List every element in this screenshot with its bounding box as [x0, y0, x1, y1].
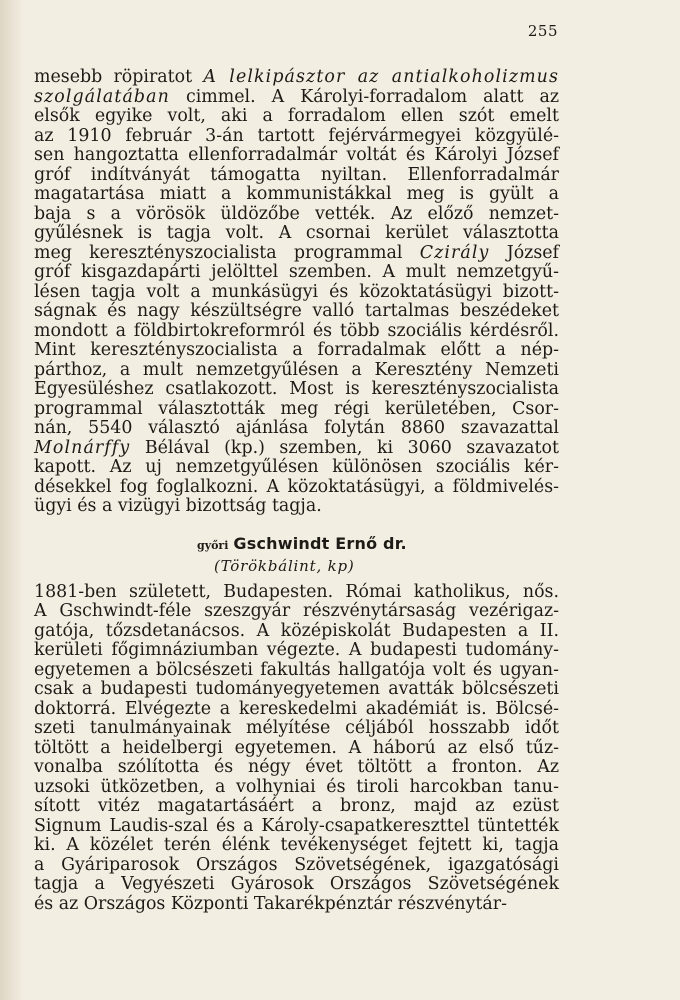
text-line	[34, 341, 559, 361]
text-segment: gatója, tőzsdetanácsos. A középiskolát Budapesten a II.	[34, 620, 559, 641]
text-line	[34, 88, 559, 108]
italic-name: Molnárffy	[34, 437, 131, 458]
text-segment: párthoz, a mult nemzetgyűlésen a Keresztény Nemzeti	[34, 359, 559, 380]
text-line	[34, 836, 559, 856]
entry-subheading	[34, 557, 559, 578]
text-line	[34, 739, 559, 759]
text-line	[34, 478, 559, 498]
text-segment: egyetemen a bölcsészeti fakultás hallgatója volt és ugyan-	[34, 659, 559, 680]
text-line	[34, 856, 559, 876]
text-line	[34, 302, 559, 322]
text-line	[34, 400, 559, 420]
biography-gschwindt	[34, 583, 559, 915]
heading-name: Gschwindt Ernő dr.	[233, 533, 407, 553]
text-line	[34, 146, 559, 166]
italic-name: szolgálatában	[34, 86, 170, 107]
text-line	[34, 641, 559, 661]
text-line	[34, 439, 559, 459]
text-line	[34, 680, 559, 700]
text-line	[34, 419, 559, 439]
italic-name: Czirály	[419, 242, 490, 263]
text-segment: mondott a földbirtokreformról és több szociális kérdésről.	[34, 320, 559, 341]
text-segment: kerületi főgimnáziumban végezte. A budapesti tudomány-	[34, 640, 559, 660]
text-segment: tagja a Vegyészeti Gyárosok Országos Szövetségének	[34, 874, 559, 894]
text-line	[34, 700, 559, 720]
page-number: 255	[527, 22, 558, 40]
text-line	[34, 185, 559, 205]
text-line	[34, 107, 559, 127]
text-line	[34, 68, 559, 88]
text-line	[34, 244, 559, 264]
text-segment: Bélával (kp.) szemben, ki 3060 szavazatot	[130, 437, 559, 458]
text-segment: és az Országos Központi Takarékpénztár részvénytár-	[34, 893, 507, 914]
page-body	[34, 68, 559, 914]
text-line	[34, 458, 559, 478]
text-line	[34, 205, 559, 225]
binding-shadow	[0, 0, 24, 1000]
text-segment: ügyi és a vizügyi bizottság tagja.	[34, 496, 322, 516]
text-segment: Signum Laudis-szal és a Károly-csapatkereszttel tüntették	[34, 815, 559, 836]
text-line	[34, 361, 559, 381]
text-segment: az 1910 február 3-án tartott fejérvármegyei közgyülé-	[34, 125, 559, 146]
text-line	[34, 778, 559, 798]
text-segment: gróf indítványát támogatta nyiltan. Ellenforradalmár	[34, 164, 559, 185]
text-line	[34, 224, 559, 244]
text-segment: elsők egyike volt, aki a forradalom ellen szót emelt	[34, 106, 559, 126]
text-line	[34, 166, 559, 186]
text-segment: Egyesüléshez csatlakozott. Most is keresztényszocialista	[34, 379, 559, 399]
text-segment: szeti tanulmányainak mélyítése céljából hosszabb időt	[34, 718, 559, 738]
text-segment: ságnak és nagy készültségre valló tartalmas beszédeket	[34, 301, 559, 321]
text-line	[34, 661, 559, 681]
text-segment: gróf kisgazdapárti jelölttel szemben. A mult nemzetgyű-	[34, 262, 559, 282]
text-segment: sított vitéz magatartásáért a bronz, majd az ezüst	[34, 796, 559, 816]
text-segment: uzsoki ütközetben, a volhyniai és tiroli harcokban tanu-	[34, 776, 559, 797]
text-segment: lésen tagja volt a munkásügyi és közoktatásügyi bizott-	[34, 281, 559, 302]
text-line	[34, 583, 559, 603]
text-segment: sen hangoztatta ellenforradalmár voltát és Károlyi József	[34, 145, 559, 165]
text-line	[34, 895, 559, 915]
text-segment: nán, 5540 választó ajánlása folytán 8860 szavazattal	[34, 418, 559, 438]
text-line	[34, 797, 559, 817]
entry-district-party: (Törökbálint, kp)	[214, 556, 355, 575]
text-segment: cimmel. A Károlyi-forradalom alatt az	[169, 86, 559, 107]
text-segment: meg keresztényszocialista programmal	[34, 242, 420, 263]
italic-name: A lelkipásztor az antialkoholizmus	[203, 67, 559, 87]
text-segment: töltött a heidelbergi egyetemen. A háború az első tűz-	[34, 737, 559, 758]
text-line	[34, 602, 559, 622]
heading-city: győri	[197, 538, 229, 552]
text-line	[34, 380, 559, 400]
text-line	[34, 758, 559, 778]
text-segment: mesebb röpiratot	[34, 67, 204, 87]
text-segment: ki. A közélet terén élénk tevékenységet fejtett ki, tagja	[34, 835, 559, 855]
text-line	[34, 322, 559, 342]
text-line	[34, 497, 559, 517]
entry-heading	[34, 534, 559, 554]
text-segment: doktorrá. Elvégezte a kereskedelmi akadémiát is. Bölcsé-	[34, 698, 559, 719]
text-segment: A Gschwindt-féle szeszgyár részvénytársaság vezérigaz-	[34, 601, 559, 621]
text-segment: József	[489, 242, 559, 263]
text-segment: 1881-ben született, Budapesten. Római katholikus, nős.	[34, 581, 559, 602]
text-segment: programmal választották meg régi kerületében, Csor-	[34, 398, 559, 419]
text-segment: csak a budapesti tudományegyetemen avatták bölcsészeti	[34, 679, 559, 699]
text-segment: magatartása miatt a kommunistákkal meg is gyült a	[34, 184, 559, 204]
text-segment: baja s a vörösök üldözőbe vették. Az előző nemzet-	[34, 203, 559, 224]
biography-previous-continuation	[34, 68, 559, 517]
text-line	[34, 263, 559, 283]
text-line	[34, 622, 559, 642]
text-segment: désekkel fog foglalkozni. A közoktatásügyi, a földmivelés-	[34, 476, 559, 497]
text-line	[34, 817, 559, 837]
text-segment: Mint keresztényszocialista a forradalmak előtt a nép-	[34, 340, 559, 360]
text-line	[34, 875, 559, 895]
text-segment: a Gyáriparosok Országos Szövetségének, igazgatósági	[34, 854, 559, 875]
text-segment: gyűlésnek is tagja volt. A csornai kerület választotta	[34, 223, 559, 243]
text-segment: vonalba szólította és négy évet töltött a fronton. Az	[34, 757, 559, 777]
text-line	[34, 283, 559, 303]
text-line	[34, 127, 559, 147]
text-segment: kapott. Az uj nemzetgyűlésen különösen szociális kér-	[34, 457, 559, 477]
text-line	[34, 719, 559, 739]
